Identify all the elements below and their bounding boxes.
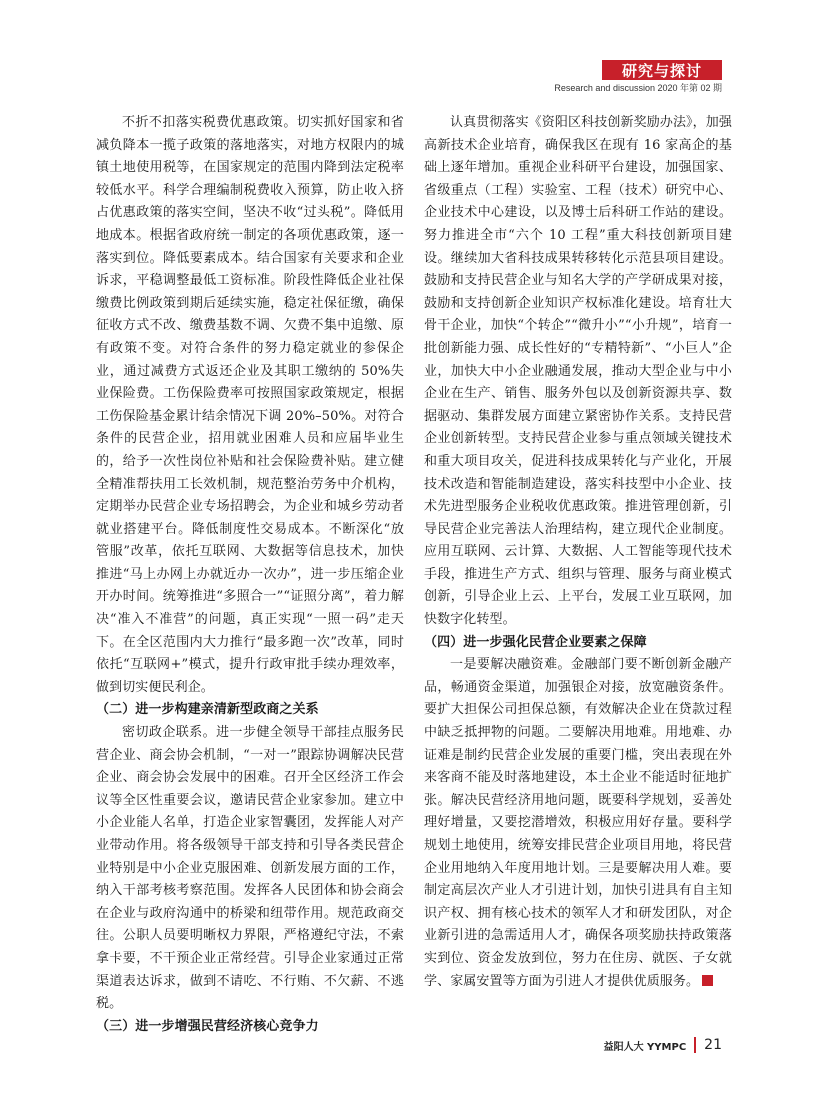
page-number: 21 bbox=[704, 1037, 722, 1053]
section-heading: （三）进一步增强民营经济核心竞争力 bbox=[96, 1018, 319, 1034]
section-subtitle: Research and discussion 2020 年第 02 期 bbox=[554, 83, 722, 93]
right-column bbox=[424, 112, 732, 993]
paragraph: 密切政企联系。进一步健全领导干部挂点服务民营企业、商会协会机制，“一对一”跟踪协调解决民营企业、商会协会发展中的困难。召开全区经济工作会议等全区性重要会议，邀请民营企业家参加。建立中小企业能人名单，打造企业家智囊团，发挥能人对产业带动作用。将各级领导干部支持和引导各类民营企业特别是中小企业克服困难、创新发展方面的工作，纳入干部考核考察范围。发挥各人民团体和协会商会在企业与政府沟通中的桥梁和纽带作用。规范政商交往。公职人员要明晰权力界限，严格遵纪守法，不索拿卡要，不干预企业正常经营。引导企业家通过正常渠道表达诉求，做到不请吃、不行贿、不欠薪、不逃税。 bbox=[96, 725, 404, 1012]
section-badge: 研究与探讨 bbox=[602, 60, 722, 80]
paragraph bbox=[424, 112, 732, 632]
paragraph-text: 一是要解决融资难。金融部门要不断创新金融产品，畅通资金渠道，加强银企对接，放宽融资条件。要扩大担保公司担保总额，有效解决企业在贷款过程中缺乏抵押物的问题。二要解决用地难。用地难、办证难是制约民营企业发展的重要门槛，突出表现在外来客商不能及时落地建设，本土企业不能适时征地扩张。解决民营经济用地问题，既要科学规划，妥善处理好增量，又要挖潜增效，积极应用好存量。要科学规划土地使用，统筹安排民营企业项目用地，将民营企业用地纳入年度用地计划。三是要解决用人难。要制定高层次产业人才引进计划，加快引进具有自主知识产权、拥有核心技术的领军人才和研发团队，对企业新引进的急需适用人才，确保各项奖励扶持政策落实到位、资金发放到位，努力在住房、就医、子女就学、家属安置等方面为引进人才提供优质服务。 bbox=[424, 657, 732, 989]
footer-divider bbox=[694, 1037, 696, 1053]
end-mark-icon bbox=[702, 975, 713, 986]
section-heading: （二）进一步构建亲清新型政商之关系 bbox=[96, 702, 319, 718]
page-footer bbox=[604, 1037, 722, 1053]
paragraph-text: 认真贯彻落实《资阳区科技创新奖励办法》，加强高新技术企业培育，确保我区在现有 16 家高企的基础上逐年增加。重视企业科研平台建设，加强国家、省级重点（工程）实验室、工程（技术）研究中心、企业技术中心建设，以及博士后科研工作站的建设。努力推进全市“六个 10 工程”重大科技创新项目建设。继续加大省科技成果转移转化示范县项目建设。鼓励和支持民营企业与知名大学的产学研成果对接，鼓励和支持创新企业知识产权标准化建设。培育壮大骨干企业，加快“个转企”“微升小”“小升规”，培育一批创新能力强、成长性好的“专精特新”、“小巨人”企业，加快大中小企业融通发展，推动大型企业与中小企业在生产、销售、服务外包以及创新资源共享、数据驱动、集群发展方面建立紧密协作关系。支持民营企业创新转型。支持民营企业参与重点领域关键技术和重大项目攻关，促进科技成果转化与产业化，开展技术改造和智能制造建设，落实科技型中小企业、技术先进型服务企业税收优惠政策。推进管理创新，引导民营企业完善法人治理结构，建立现代企业制度。应用互联网、云计算、大数据、人工智能等现代技术手段，推进生产方式、组织与管理、服务与商业模式创新，引导企业上云、上平台，发展工业互联网，加快数字化转型。 bbox=[424, 115, 732, 628]
left-column bbox=[96, 112, 404, 1038]
footer-brand: 益阳人大 YYMPC bbox=[603, 1041, 687, 1053]
paragraph: 不折不扣落实税费优惠政策。切实抓好国家和省减负降本一揽子政策的落地落实，对地方权限内的城镇土地使用税等，在国家规定的范围内降到法定税率较低水平。科学合理编制税费收入预算，防止收入挤占优惠政策的落实空间，坚决不收“过头税”。降低用地成本。根据省政府统一制定的各项优惠政策，逐一落实到位。降低要素成本。结合国家有关要求和企业诉求，平稳调整最低工资标准。阶段性降低企业社保缴费比例政策到期后延续实施，稳定社保征缴，确保征收方式不改、缴费基数不调、欠费不集中追缴、原有政策不变。对符合条件的努力稳定就业的参保企业，通过减费方式返还企业及其职工缴纳的 50%失业保险费。工伤保险费率可按照国家政策规定，根据工伤保险基金累计结余情况下调 20%–50%。对符合条件的民营企业，招用就业困难人员和应届毕业生的，给予一次性岗位补贴和社会保险费补贴。建立健全精准帮扶用工长效机制，规范整治劳务中介机构，定期举办民营企业专场招聘会，为企业和城乡劳动者就业搭建平台。降低制度性交易成本。不断深化“放管服”改革，依托互联网、大数据等信息技术，加快推进“马上办网上办就近办一次办”，进一步压缩企业开办时间。统筹推进“多照合一”“证照分离”，着力解决“准入不准营”的问题，真正实现“一照一码”走天下。在全区范围内大力推行“最多跑一次”改革，同时依托“互联网+”模式，提升行政审批手续办理效率，做到切实便民利企。 bbox=[96, 115, 404, 695]
section-heading: （四）进一步强化民营企业要素之保障 bbox=[424, 634, 647, 650]
paragraph bbox=[424, 654, 732, 993]
